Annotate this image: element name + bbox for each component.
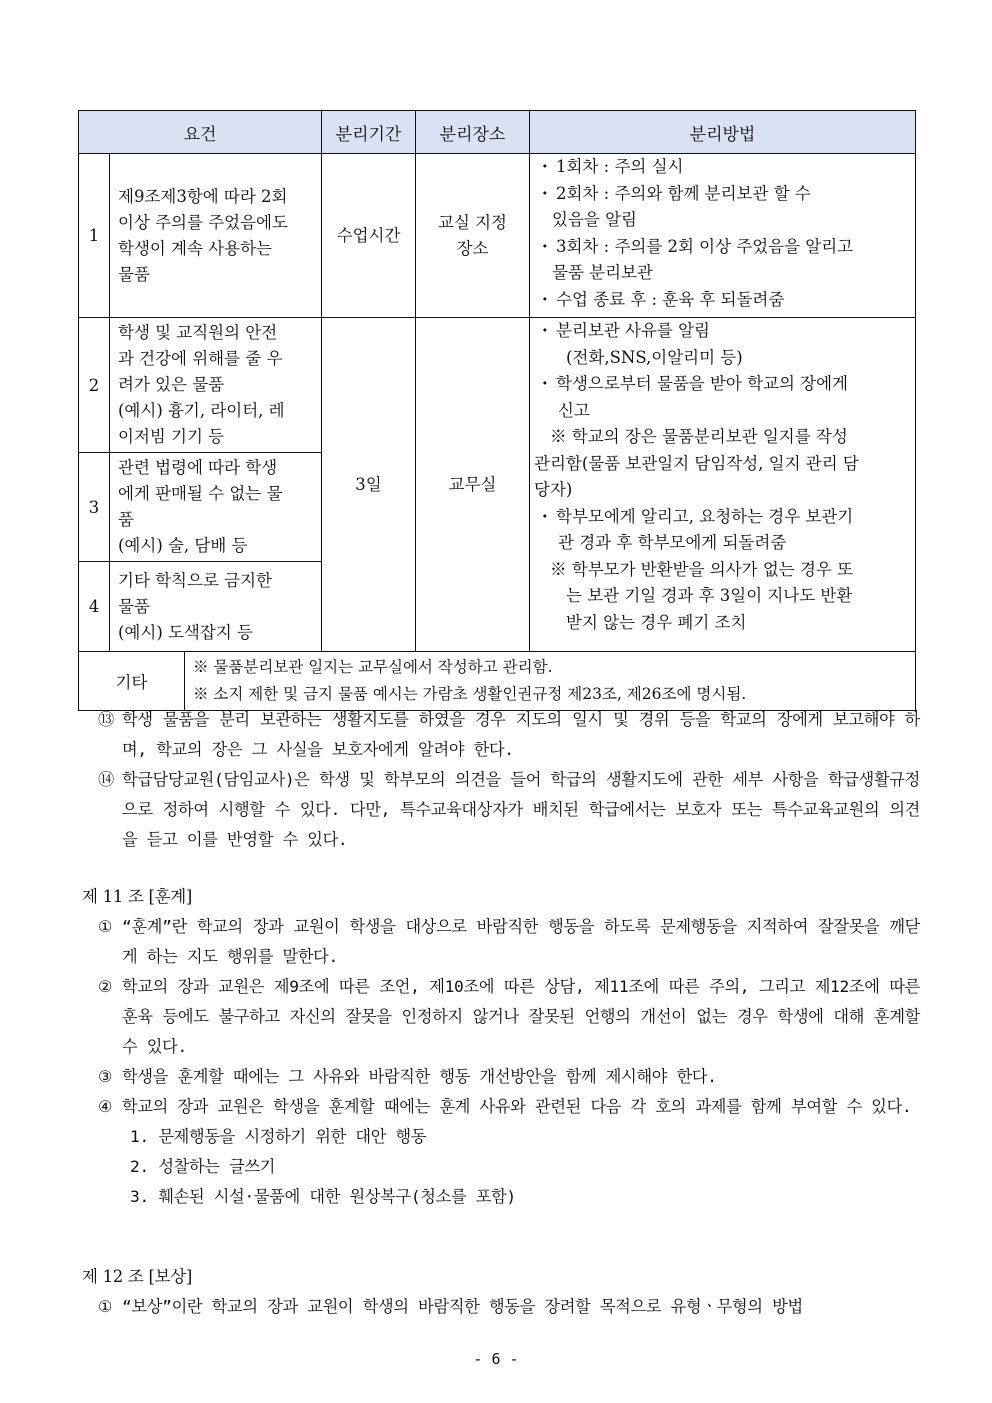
period-cell: 3일 — [322, 318, 416, 652]
requirement-cell: 관련 법령에 따라 학생 에게 판매될 수 없는 물 품 (예시) 술, 담배 등 — [110, 453, 322, 562]
header-place: 분리장소 — [416, 111, 530, 154]
header-requirement: 요건 — [79, 111, 322, 154]
row-number: 3 — [79, 453, 110, 562]
paragraph-marker: ⑬ — [98, 710, 114, 729]
place-cell: 교실 지정 장소 — [416, 154, 530, 318]
list-item: 3. 훼손된 시설·물품에 대한 원상복구(청소를 포함) — [130, 1187, 516, 1206]
method-cell: · 분리보관 사유를 알림 (전화,SNS,이알리미 등) · 학생으로부터 물품을 받아 학교의 장에게 신고 ※ 학교의 장은 물품분리보관 일지를 작성 관리함(물품 보관일지 담임작성, 일지 관리 담 당자) · 학부모에게 알리고, 요청하는 경우 보관기 관 경과 후 학부모에게 되돌려줌 ※ 학부모가 반환받을 의사가 없는 경우 또 는 보관 기일 경과 후 3일이 지나도 반환 받지 않는 경우 폐기 조치 — [530, 318, 916, 652]
requirement-cell: 제9조제3항에 따라 2회 이상 주의를 주었음에도 학생이 계속 사용하는 물품 — [110, 154, 322, 318]
paragraph: ① “보상”이란 학교의 장과 교원이 학생의 바람직한 행동을 장려할 목적으로 유형ㆍ무형의 방법 — [98, 1297, 803, 1316]
header-method: 분리방법 — [530, 111, 916, 154]
paragraph-marker: ⑭ — [98, 770, 114, 789]
paragraphs-after-table — [88, 705, 920, 855]
table-row — [79, 154, 916, 318]
paragraph-14: ⑭ 학급담당교원(담임교사)은 학생 및 학부모의 의견을 들어 학급의 생활지도에 관한 세부 사항을 학급생활규정으로 정하여 시행할 수 있다. 다만, 특수교육대상자가 배치된 학급에서는 보호자 또는 특수교육교원의 의견을 듣고 이를 반영할 수 있다. — [88, 765, 920, 855]
table-row-etc — [79, 652, 916, 711]
row-number: 2 — [79, 318, 110, 453]
page-number: - 6 - — [473, 1350, 519, 1368]
requirement-cell: 학생 및 교직원의 안전 과 건강에 위해를 줄 우 려가 있은 물품 (예시) 흉기, 라이터, 레 이저빔 기기 등 — [110, 318, 322, 453]
article-title: 제 12 조 [보상] — [82, 1267, 193, 1286]
paragraph: ③ 학생을 훈계할 때에는 그 사유와 바람직한 행동 개선방안을 함께 제시해야 한다. — [98, 1067, 717, 1086]
article-11 — [82, 882, 920, 1212]
item-separation-table — [78, 110, 916, 711]
table-row — [79, 318, 916, 453]
article-12 — [82, 1262, 920, 1322]
etc-notes: ※ 물품분리보관 일지는 교무실에서 작성하고 관리함. ※ 소지 제한 및 금지 물품 예시는 가람초 생활인권규정 제23조, 제26조에 명시됨. — [193, 658, 747, 703]
paragraph: ① “훈계”란 학교의 장과 교원이 학생을 대상으로 바람직한 행동을 하도록 문제행동을 지적하여 잘잘못을 깨닫게 하는 지도 행위를 말한다. — [98, 917, 920, 966]
paragraph: ④ 학교의 장과 교원은 학생을 훈계할 때에는 훈계 사유와 관련된 다음 각 호의 과제를 함께 부여할 수 있다. — [98, 1097, 912, 1116]
header-period: 분리기간 — [322, 111, 416, 154]
etc-label: 기타 — [79, 652, 185, 710]
requirement-cell: 기타 학칙으로 금지한 물품 (예시) 도색잡지 등 — [110, 562, 322, 652]
list-item: 2. 성찰하는 글쓰기 — [130, 1157, 276, 1176]
row-number: 4 — [79, 562, 110, 652]
place-cell: 교무실 — [416, 318, 530, 652]
period-cell: 수업시간 — [322, 154, 416, 318]
table-header-row — [79, 111, 916, 154]
method-cell: · 1회차 : 주의 실시 · 2회차 : 주의와 함께 분리보관 할 수 있음을 알림 · 3회차 : 주의를 2회 이상 주었음을 알리고 물품 분리보관 · 수업 종료 후 : 훈육 후 되돌려줌 — [530, 154, 916, 318]
list-item: 1. 문제행동을 시정하기 위한 대안 행동 — [130, 1127, 427, 1146]
paragraph: ② 학교의 장과 교원은 제9조에 따른 조언, 제10조에 따른 상담, 제11조에 따른 주의, 그리고 제12조에 따른 훈육 등에도 불구하고 자신의 잘못을 인정하지 않거나 잘못된 언행의 개선이 없는 경우 학생에 대해 훈계할 수 있다. — [98, 977, 920, 1056]
row-number: 1 — [79, 154, 110, 318]
paragraph-13: ⑬ 학생 물품을 분리 보관하는 생활지도를 하였을 경우 지도의 일시 및 경위 등을 학교의 장에게 보고해야 하며, 학교의 장은 그 사실을 보호자에게 알려야 한다. — [88, 705, 920, 765]
article-title: 제 11 조 [훈계] — [82, 887, 193, 906]
